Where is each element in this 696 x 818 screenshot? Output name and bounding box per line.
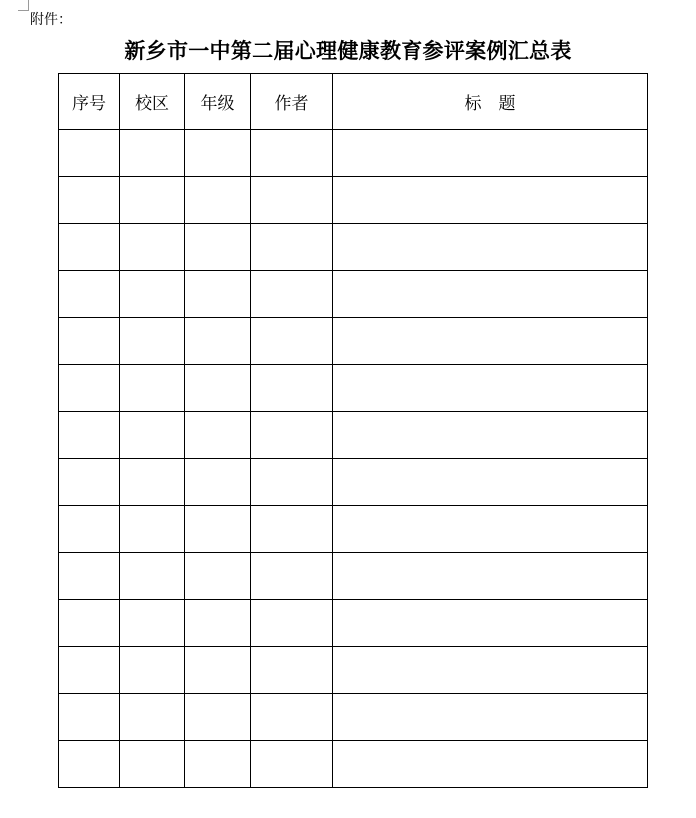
cell-grade[interactable]	[185, 130, 251, 177]
document-title: 新乡市一中第二届心理健康教育参评案例汇总表	[124, 39, 572, 63]
cell-campus[interactable]	[120, 412, 185, 459]
cell-author[interactable]	[251, 506, 333, 553]
cell-index[interactable]	[59, 741, 120, 788]
cell-title[interactable]	[333, 177, 648, 224]
cell-author[interactable]	[251, 459, 333, 506]
cell-campus[interactable]	[120, 506, 185, 553]
header-title	[333, 74, 648, 130]
cell-grade[interactable]	[185, 506, 251, 553]
cell-grade[interactable]	[185, 741, 251, 788]
table-row	[59, 694, 648, 741]
cell-author[interactable]	[251, 553, 333, 600]
cell-author[interactable]	[251, 271, 333, 318]
cell-author[interactable]	[251, 224, 333, 271]
table-row	[59, 553, 648, 600]
cell-campus[interactable]	[120, 553, 185, 600]
cell-title[interactable]	[333, 412, 648, 459]
cell-title[interactable]	[333, 318, 648, 365]
table-row	[59, 647, 648, 694]
summary-table	[58, 73, 648, 788]
cell-index[interactable]	[59, 365, 120, 412]
cell-campus[interactable]	[120, 224, 185, 271]
cell-grade[interactable]	[185, 412, 251, 459]
cell-campus[interactable]	[120, 647, 185, 694]
cell-index[interactable]	[59, 459, 120, 506]
cell-grade[interactable]	[185, 553, 251, 600]
table-row	[59, 318, 648, 365]
cell-author[interactable]	[251, 130, 333, 177]
cell-title[interactable]	[333, 600, 648, 647]
cell-author[interactable]	[251, 412, 333, 459]
table-body	[59, 130, 648, 788]
table-row	[59, 741, 648, 788]
table-header-row	[59, 74, 648, 130]
cell-index[interactable]	[59, 694, 120, 741]
cell-campus[interactable]	[120, 365, 185, 412]
cell-author[interactable]	[251, 177, 333, 224]
cell-author[interactable]	[251, 318, 333, 365]
header-grade: 年级	[185, 74, 251, 130]
table-row	[59, 600, 648, 647]
cell-title[interactable]	[333, 506, 648, 553]
cell-campus[interactable]	[120, 318, 185, 365]
cell-grade[interactable]	[185, 318, 251, 365]
cell-title[interactable]	[333, 553, 648, 600]
cell-index[interactable]	[59, 271, 120, 318]
table-row	[59, 412, 648, 459]
cell-grade[interactable]	[185, 177, 251, 224]
cell-campus[interactable]	[120, 694, 185, 741]
cell-index[interactable]	[59, 600, 120, 647]
cell-index[interactable]	[59, 318, 120, 365]
cell-campus[interactable]	[120, 741, 185, 788]
table-row	[59, 177, 648, 224]
cell-index[interactable]	[59, 224, 120, 271]
header-author: 作者	[251, 74, 333, 130]
cell-grade[interactable]	[185, 600, 251, 647]
cell-title[interactable]	[333, 130, 648, 177]
cell-grade[interactable]	[185, 271, 251, 318]
cell-grade[interactable]	[185, 647, 251, 694]
table-row	[59, 271, 648, 318]
table-row	[59, 506, 648, 553]
cell-title[interactable]	[333, 741, 648, 788]
cell-title[interactable]	[333, 459, 648, 506]
cell-campus[interactable]	[120, 177, 185, 224]
header-index: 序号	[59, 74, 120, 130]
cell-author[interactable]	[251, 647, 333, 694]
crop-mark-horizontal	[18, 10, 29, 11]
cell-index[interactable]	[59, 177, 120, 224]
cell-grade[interactable]	[185, 694, 251, 741]
table-row	[59, 130, 648, 177]
cell-title[interactable]	[333, 365, 648, 412]
cell-author[interactable]	[251, 600, 333, 647]
cell-index[interactable]	[59, 647, 120, 694]
attachment-label: 附件：	[30, 12, 72, 28]
cell-author[interactable]	[251, 365, 333, 412]
cell-index[interactable]	[59, 412, 120, 459]
cell-title[interactable]	[333, 694, 648, 741]
table-row	[59, 224, 648, 271]
cell-grade[interactable]	[185, 459, 251, 506]
cell-title[interactable]	[333, 224, 648, 271]
cell-index[interactable]	[59, 553, 120, 600]
cell-grade[interactable]	[185, 224, 251, 271]
header-title-label: 标 题	[464, 94, 516, 114]
cell-index[interactable]	[59, 506, 120, 553]
cell-campus[interactable]	[120, 130, 185, 177]
cell-author[interactable]	[251, 694, 333, 741]
cell-author[interactable]	[251, 741, 333, 788]
table-row	[59, 459, 648, 506]
cell-campus[interactable]	[120, 600, 185, 647]
cell-campus[interactable]	[120, 271, 185, 318]
cell-title[interactable]	[333, 647, 648, 694]
header-campus: 校区	[120, 74, 185, 130]
cell-grade[interactable]	[185, 365, 251, 412]
cell-title[interactable]	[333, 271, 648, 318]
table-row	[59, 365, 648, 412]
cell-campus[interactable]	[120, 459, 185, 506]
cell-index[interactable]	[59, 130, 120, 177]
